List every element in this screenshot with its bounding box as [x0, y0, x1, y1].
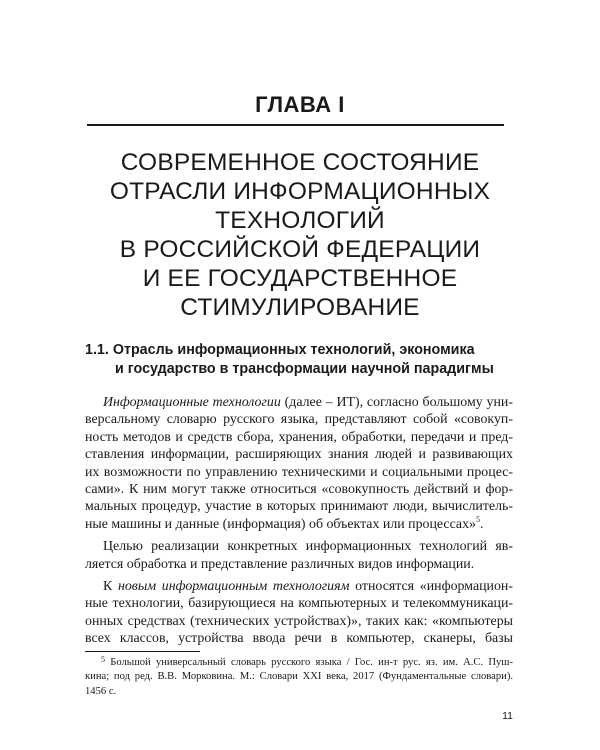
body-line: ляется обработка и представление различных видов информации.: [85, 556, 475, 572]
term-italic: новым информационным технологиям: [117, 578, 350, 594]
body-line: онных средствах (технических устройствах)», таких как: «компьютеры: [85, 613, 513, 629]
body-line: всех классов, устройства ввода речи в компьютер, сканеры, базы: [85, 631, 513, 647]
body-text: [85, 394, 513, 647]
page-number: 11: [502, 710, 513, 722]
body-line: ставления информации, расширяющих знания людей и развивающих: [85, 447, 513, 463]
footnote-ref[interactable]: 5: [476, 514, 480, 524]
section-heading-line: 1.1. Отрасль информационных технологий, экономика: [85, 342, 475, 358]
body-line: ные машины и данные (информация) об объектах или процессах»$^5$.: [85, 514, 484, 532]
footnote-line: $^5$ Большой универсальный словарь русского языка / Гос. ин-т рус. яз. им. А.С. Пуш-: [101, 655, 513, 668]
footnote-line: 1456 с.: [85, 685, 117, 697]
chapter-rule: [87, 124, 504, 126]
body-line: мальных процедур, участие в которых принимают люди, вычислитель-: [85, 499, 513, 515]
chapter-title-line: ОТРАСЛИ ИНФОРМАЦИОННЫХ: [109, 178, 491, 205]
chapter-label: ГЛАВА I: [255, 92, 345, 117]
chapter-title-line: СТИМУЛИРОВАНИЕ: [180, 294, 420, 321]
body-line: их возможности по управлению техническими и социальными процес-: [85, 464, 513, 480]
footnote-rule: [85, 651, 200, 652]
body-line: сами». К ним могут также относиться «совокупность действий и фор-: [85, 481, 513, 497]
section-heading: [85, 341, 494, 379]
body-line: ность методов и средств сбора, хранения, обработки, передачи и пред-: [85, 429, 513, 445]
footnote-marker: 5: [101, 655, 105, 664]
section-heading-line: и государство в трансформации научной парадигмы: [115, 361, 494, 377]
term-italic: Информационные технологии: [103, 395, 281, 410]
chapter-title-line: ТЕХНОЛОГИЙ: [215, 207, 385, 234]
chapter-title-line: СОВРЕМЕННОЕ СОСТОЯНИЕ: [120, 149, 480, 176]
body-line: версальному словарю русского языка, представляют собой «совокуп-: [85, 412, 513, 428]
footnote: [85, 656, 513, 699]
chapter-title-line: И ЕЕ ГОСУДАРСТВЕННОЕ: [142, 265, 458, 292]
chapter-title: [60, 148, 540, 322]
body-line: Информационные технологии (далее – ИТ), согласно большому уни-: [103, 395, 513, 410]
body-line: Целью реализации конкретных информационных технологий яв-: [103, 539, 513, 555]
footnote-line: кина; под ред. В.В. Морковина. М.: Словари XXI века, 2017 (Фундаментальные словари).: [85, 671, 513, 683]
body-line: К новым информационным технологиям относятся «информацион-: [103, 578, 513, 594]
chapter-title-line: В РОССИЙСКОЙ ФЕДЕРАЦИИ: [119, 236, 481, 263]
body-line: ные технологии, базирующиеся на компьютерных и телекоммуникаци-: [85, 596, 513, 612]
